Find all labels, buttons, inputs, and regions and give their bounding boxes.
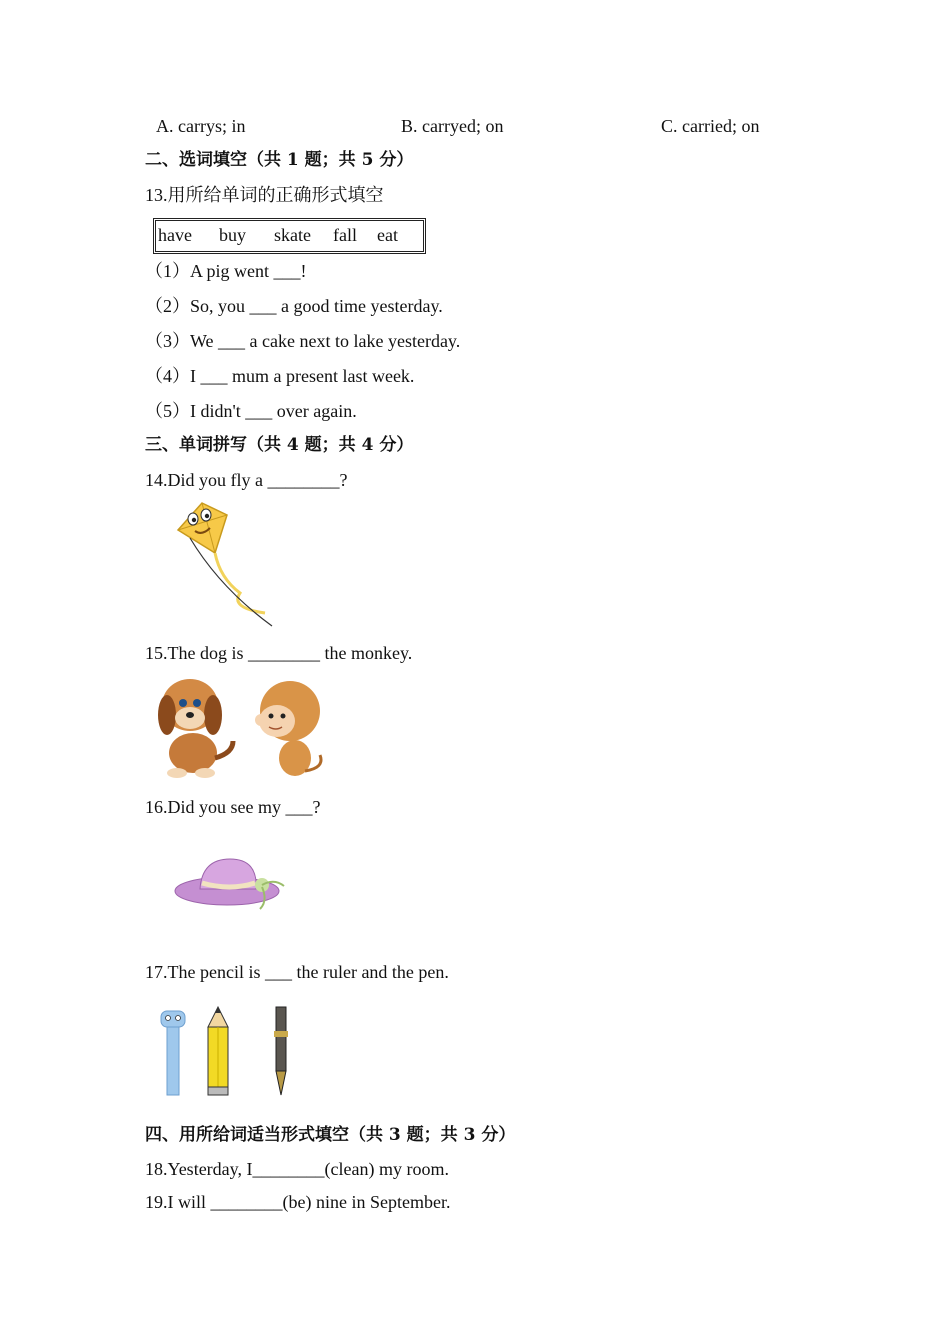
kite-image [170,498,280,630]
question-13-item-4: （4）I ___ mum a present last week. [145,366,415,386]
word-bank-word: buy [219,225,246,245]
pencil-figure [208,1007,228,1095]
question-13-item-1: （1）A pig went ___! [145,261,307,281]
word-bank-word: fall [333,225,357,245]
dog-figure [158,679,233,778]
question-13-item-3: （3）We ___ a cake next to lake yesterday. [145,331,461,351]
ruler-pencil-pen-image [158,1003,298,1099]
word-bank-word: have [158,225,192,245]
section-3-heading: 三、单词拼写（共 4 题；共 4 分） [145,435,414,455]
pen-figure [274,1007,288,1095]
option-b: B. carryed; on [401,116,504,136]
question-13-item-2: （2）So, you ___ a good time yesterday. [145,296,443,316]
option-a: A. carrys; in [156,116,246,136]
word-bank-word: eat [377,225,398,245]
question-17: 17.The pencil is ___ the ruler and the pen. [145,962,449,982]
question-15: 15.The dog is ________ the monkey. [145,643,413,663]
question-13-item-5: （5）I didn't ___ over again. [145,401,357,421]
question-18: 18.Yesterday, I________(clean) my room. [145,1159,449,1179]
question-14: 14.Did you fly a ________? [145,470,348,490]
ruler-figure [161,1011,185,1095]
word-bank-box [153,218,426,254]
question-13-prompt: 13.用所给单词的正确形式填空 [145,185,384,205]
question-16: 16.Did you see my ___? [145,797,321,817]
word-bank-word: skate [274,225,311,245]
hat-image [172,853,290,915]
question-19: 19.I will ________(be) nine in September. [145,1192,451,1212]
option-c: C. carried; on [661,116,760,136]
monkey-figure [255,681,321,776]
section-4-heading: 四、用所给词适当形式填空（共 3 题；共 3 分） [145,1125,516,1145]
dog-and-monkey-image [155,673,330,781]
section-2-heading: 二、选词填空（共 1 题；共 5 分） [145,150,414,170]
